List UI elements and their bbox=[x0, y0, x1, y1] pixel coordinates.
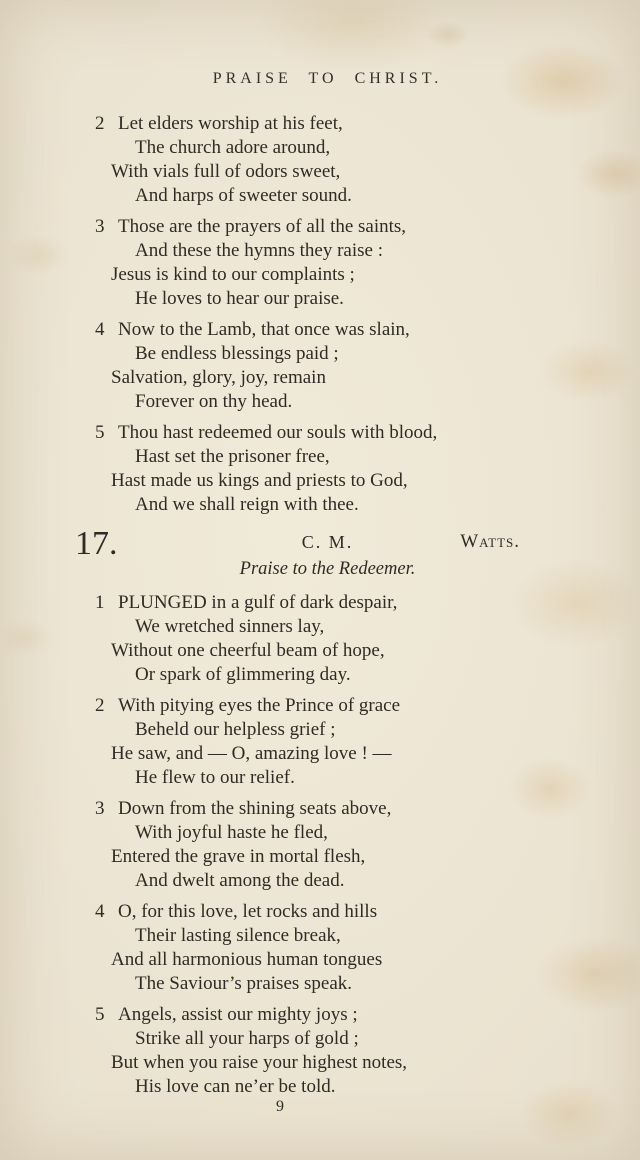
verse-number: 2 bbox=[95, 695, 105, 716]
verse-line: Those are the prayers of all the saints, bbox=[118, 216, 407, 237]
verse-line: Salvation, glory, joy, remain bbox=[111, 367, 326, 388]
verse-line: Thou hast redeemed our souls with blood, bbox=[118, 422, 438, 443]
verse-number: 5 bbox=[95, 422, 105, 443]
running-header: PRAISE TO CHRIST. bbox=[212, 70, 443, 87]
verse-line: Down from the shining seats above, bbox=[118, 798, 392, 819]
hymn-heading bbox=[75, 525, 560, 581]
hymn-number: 17. bbox=[75, 525, 118, 562]
verse-number: 5 bbox=[95, 1004, 105, 1025]
stanza bbox=[95, 1003, 560, 1099]
verse-line: We wretched sinners lay, bbox=[135, 616, 325, 637]
verse-line: He saw, and — O, amazing love ! — bbox=[111, 743, 392, 764]
stanza bbox=[95, 797, 560, 893]
meter-author-row bbox=[95, 529, 560, 555]
verse-line: Jesus is kind to our complaints ; bbox=[111, 264, 355, 285]
verse-line: But when you raise your highest notes, bbox=[111, 1052, 408, 1073]
verse-line: Hast set the prisoner free, bbox=[135, 446, 330, 467]
verse-number: 1 bbox=[95, 592, 105, 613]
verse-line: And harps of sweeter sound. bbox=[135, 185, 352, 206]
verse-line: With vials full of odors sweet, bbox=[111, 161, 341, 182]
verse-line: The Saviour’s praises speak. bbox=[135, 973, 353, 994]
verse-line: O, for this love, let rocks and hills bbox=[118, 901, 378, 922]
verse-number: 4 bbox=[95, 319, 105, 340]
stanza bbox=[95, 694, 560, 790]
verse-line: Strike all your harps of gold ; bbox=[135, 1028, 359, 1049]
verse-line: And we shall reign with thee. bbox=[135, 494, 359, 515]
stanza bbox=[95, 421, 560, 517]
verse-line: He loves to hear our praise. bbox=[135, 288, 344, 309]
stanza bbox=[95, 318, 560, 414]
stanza bbox=[95, 591, 560, 687]
verse-line: His love can ne’er be told. bbox=[135, 1076, 336, 1097]
verse-line: Without one cheerful beam of hope, bbox=[111, 640, 385, 661]
stanza bbox=[95, 215, 560, 311]
stanza bbox=[95, 900, 560, 996]
verse-line: And dwelt among the dead. bbox=[135, 870, 345, 891]
verse-line: The church adore around, bbox=[135, 137, 331, 158]
verse-line: Now to the Lamb, that once was slain, bbox=[118, 319, 410, 340]
verse-line: Or spark of glimmering day. bbox=[135, 664, 351, 685]
verse-line: PLUNGED in a gulf of dark despair, bbox=[118, 592, 398, 613]
verse-line: Angels, assist our mighty joys ; bbox=[118, 1004, 358, 1025]
verse-number: 4 bbox=[95, 901, 105, 922]
verse-line: Be endless blessings paid ; bbox=[135, 343, 339, 364]
hymn-title: Praise to the Redeemer. bbox=[239, 559, 416, 579]
hymn-meter: C. M. bbox=[301, 532, 354, 552]
stanza bbox=[95, 112, 560, 208]
verse-line: And all harmonious human tongues bbox=[111, 949, 383, 970]
verse-number: 3 bbox=[95, 798, 105, 819]
verse-line: Entered the grave in mortal flesh, bbox=[111, 846, 366, 867]
hymn-author: Watts. bbox=[460, 531, 520, 552]
verse-line: Forever on thy head. bbox=[135, 391, 293, 412]
verse-line: He flew to our relief. bbox=[135, 767, 295, 788]
verse-line: With joyful haste he fled, bbox=[135, 822, 328, 843]
verse-line: Let elders worship at his feet, bbox=[118, 113, 343, 134]
verse-line: Beheld our helpless grief ; bbox=[135, 719, 336, 740]
verse-line: With pitying eyes the Prince of grace bbox=[118, 695, 401, 716]
page-number: 9 bbox=[276, 1098, 284, 1115]
verse-line: And these the hymns they raise : bbox=[135, 240, 384, 261]
verse-number: 3 bbox=[95, 216, 105, 237]
verse-line: Their lasting silence break, bbox=[135, 925, 341, 946]
verse-number: 2 bbox=[95, 113, 105, 134]
verse-line: Hast made us kings and priests to God, bbox=[111, 470, 408, 491]
